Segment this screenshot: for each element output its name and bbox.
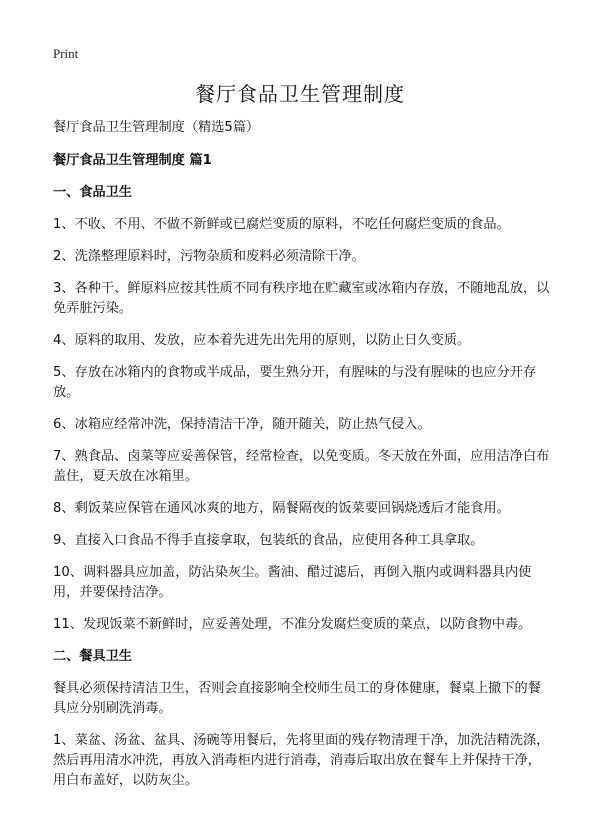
section-heading-food-hygiene: 一、食品卫生	[53, 185, 133, 200]
paragraph: 5、存放在冰箱内的食物或半成品，要生熟分开，有腥味的与没有腥味的也应分开存放。	[53, 365, 537, 400]
document-body	[53, 118, 553, 803]
paragraph: 10、调料器具应加盖，防沾染灰尘。酱油、醋过滤后，再倒入瓶内或调料器具内使用，并要保持洁净。	[53, 565, 532, 600]
paragraph: 6、冰箱应经常冲洗，保持清洁干净，随开随关，防止热气侵入。	[53, 417, 431, 432]
paragraph: 9、直接入口食品不得手直接拿取，包装纸的食品，应使用各种工具拿取。	[53, 533, 484, 548]
paragraph: 7、熟食品、卤菜等应妥善保管，经常检查，以免变质。冬天放在外面，应用洁净白布盖住，夏天放在冰箱里。	[53, 449, 550, 484]
section-heading-tableware-hygiene: 二、餐具卫生	[53, 649, 133, 664]
paragraph: 4、原料的取用、发放，应本着先进先出先用的原则，以防止日久变质。	[53, 333, 471, 348]
paragraph: 8、剩饭菜应保管在通风冰爽的地方，隔餐隔夜的饭菜要回锅烧透后才能食用。	[53, 501, 510, 516]
paragraph: 1、菜盆、汤盆、盆具、汤碗等用餐后，先将里面的残存物清理干净，加洗洁精洗涤，然后再用清水冲洗，再放入消毒柜内进行消毒，消毒后取出放在餐车上并保持干净，用白布盖好，以防灰尘。	[53, 733, 550, 788]
paragraph: 餐具必须保持清洁卫生，否则会直接影响全校师生员工的身体健康，餐桌上撤下的餐具应分别刷洗消毒。	[53, 681, 541, 716]
print-link[interactable]: Print	[53, 46, 79, 61]
paragraph: 2、洗涤整理原料时，污物杂质和废料必须清除干净。	[53, 249, 365, 264]
document-subtitle: 餐厅食品卫生管理制度（精选5篇）	[53, 120, 260, 135]
article-heading: 餐厅食品卫生管理制度 篇1	[53, 153, 212, 168]
paragraph: 1、不收、不用、不做不新鲜或已腐烂变质的原料，不吃任何腐烂变质的食品。	[53, 217, 510, 232]
page-title: 餐厅食品卫生管理制度	[195, 82, 405, 106]
paragraph: 3、各种干、鲜原料应按其性质不同有秩序地在贮藏室或冰箱内存放，不随地乱放，以免弄脏污染。	[53, 281, 550, 316]
paragraph: 11、发现饭菜不新鲜时，应妥善处理，不准分发腐烂变质的菜点，以防食物中毒。	[53, 617, 532, 632]
